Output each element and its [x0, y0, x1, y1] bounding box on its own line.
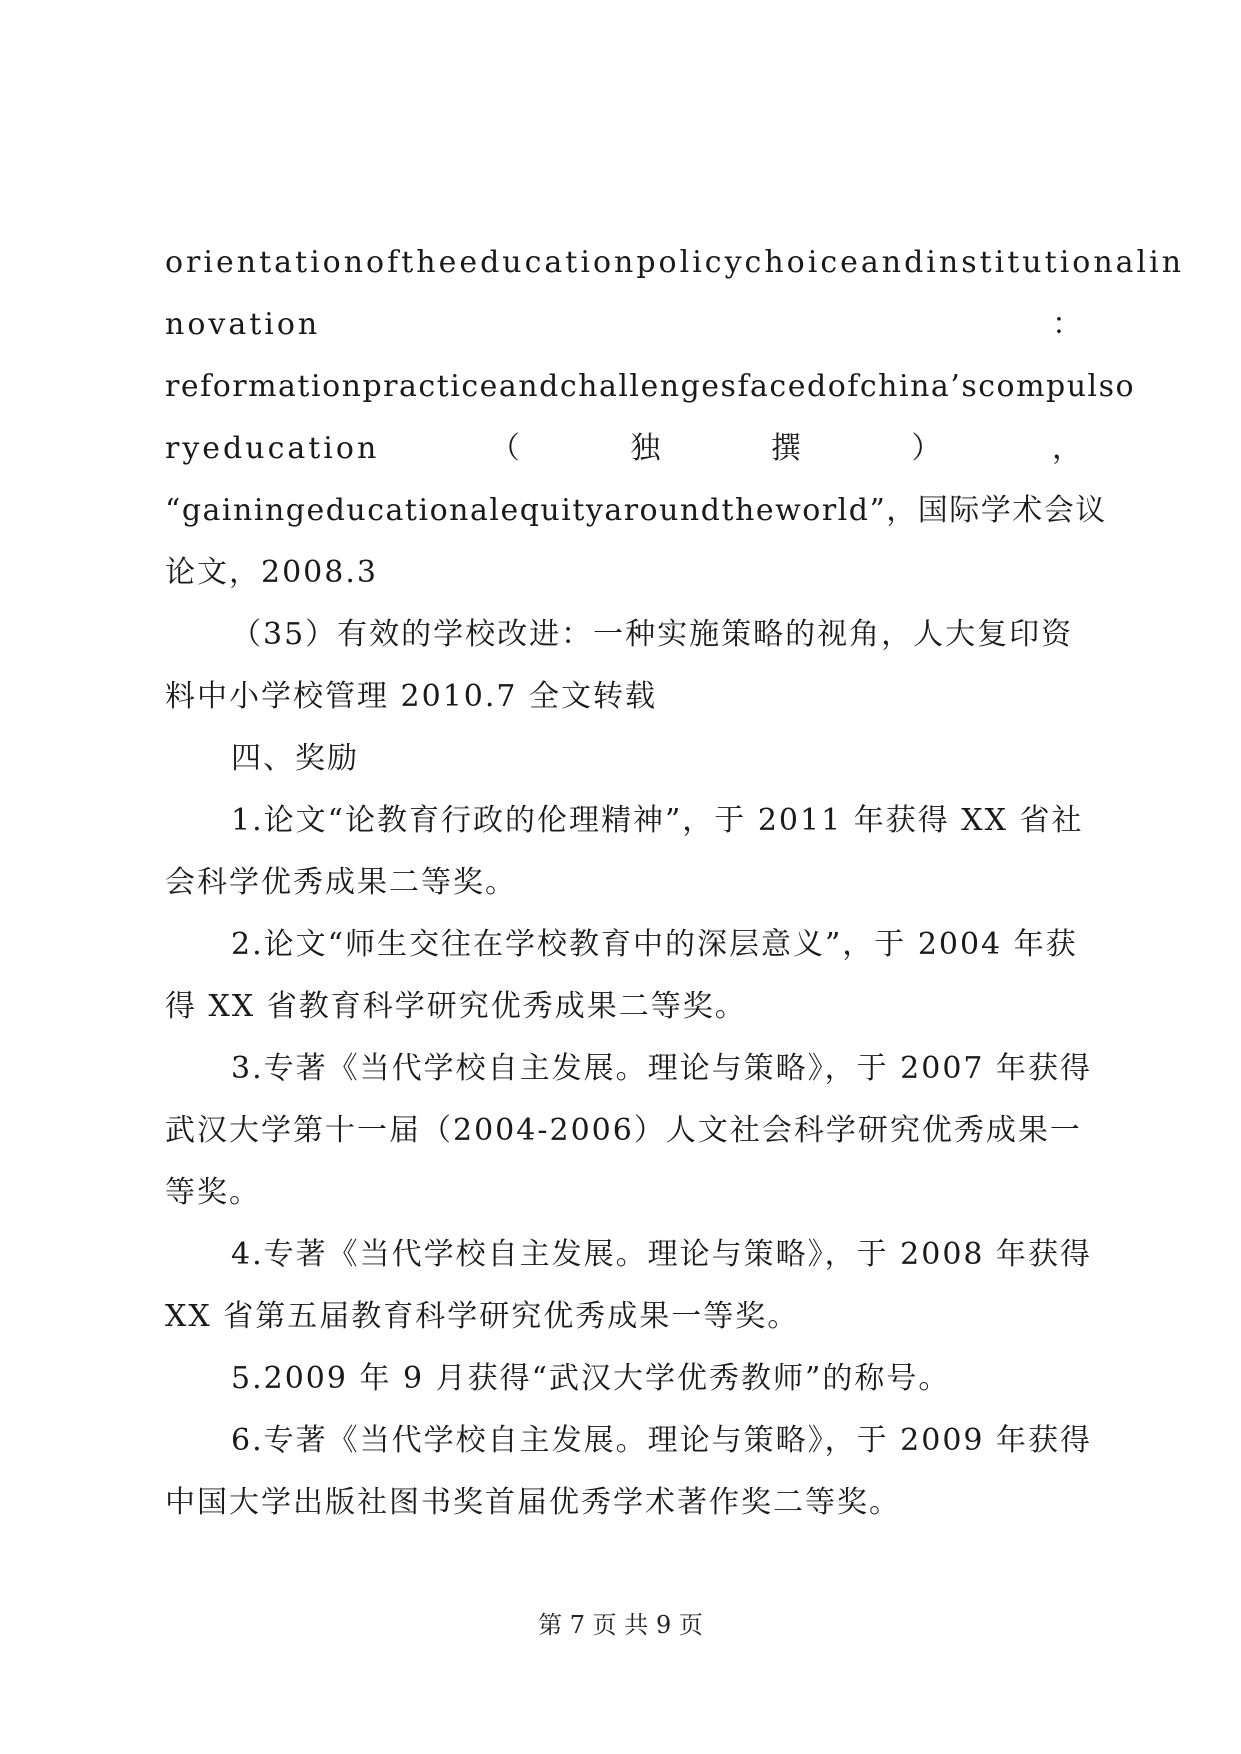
section-heading: 四、奖励 [231, 741, 359, 776]
text-fragment: 撰 [770, 431, 801, 466]
text-line [165, 418, 1082, 480]
award-item: 5.2009 年 9 月获得“武汉大学优秀教师”的称号。 [231, 1361, 951, 1396]
text-line: orientationoftheeducationpolicychoiceandinstitutionalin [165, 245, 1185, 280]
text-fragment: 独 [630, 431, 661, 466]
text-line: 中国大学出版社图书奖首届优秀学术著作奖二等奖。 [165, 1485, 901, 1520]
text-line: reformationpracticeandchallengesfacedofchina’scompulso [165, 369, 1136, 404]
text-fragment: ） [911, 431, 942, 466]
text-line: “gainingeducationalequityaroundtheworld”，国际学术会议 [165, 493, 1107, 528]
text-line: 等奖。 [165, 1175, 261, 1210]
text-line: 得 XX 省教育科学研究优秀成果二等奖。 [165, 989, 747, 1024]
award-item: 4.专著《当代学校自主发展。理论与策略》，于 2008 年获得 [231, 1237, 1093, 1272]
text-line: XX 省第五届教育科学研究优秀成果一等奖。 [165, 1299, 800, 1334]
text-line: 论文，2008.3 [165, 555, 378, 590]
award-item: 1.论文“论教育行政的伦理精神”，于 2011 年获得 XX 省社 [231, 803, 1084, 838]
text-fragment: novation [165, 307, 321, 342]
page-number-footer: 第 7 页 共 9 页 [538, 1611, 703, 1639]
award-item: 3.专著《当代学校自主发展。理论与策略》，于 2007 年获得 [231, 1051, 1093, 1086]
text-fragment: （ [489, 431, 520, 466]
paragraph-first-line: （35）有效的学校改进：一种实施策略的视角，人大复印资 [231, 617, 1074, 652]
text-line [165, 294, 1082, 356]
document-body [165, 232, 1185, 1534]
text-line: 武汉大学第十一届（2004-2006）人文社会科学研究优秀成果一 [165, 1113, 1082, 1148]
award-item: 2.论文“师生交往在学校教育中的深层意义”，于 2004 年获 [231, 927, 1078, 962]
text-fragment: ryeducation [165, 431, 380, 466]
award-item: 6.专著《当代学校自主发展。理论与策略》，于 2009 年获得 [231, 1423, 1093, 1458]
text-line: 会科学优秀成果二等奖。 [165, 865, 517, 900]
text-fragment: ， [1051, 431, 1082, 466]
text-line: 料中小学校管理 2010.7 全文转载 [165, 679, 658, 714]
text-fragment: ： [1052, 307, 1082, 342]
